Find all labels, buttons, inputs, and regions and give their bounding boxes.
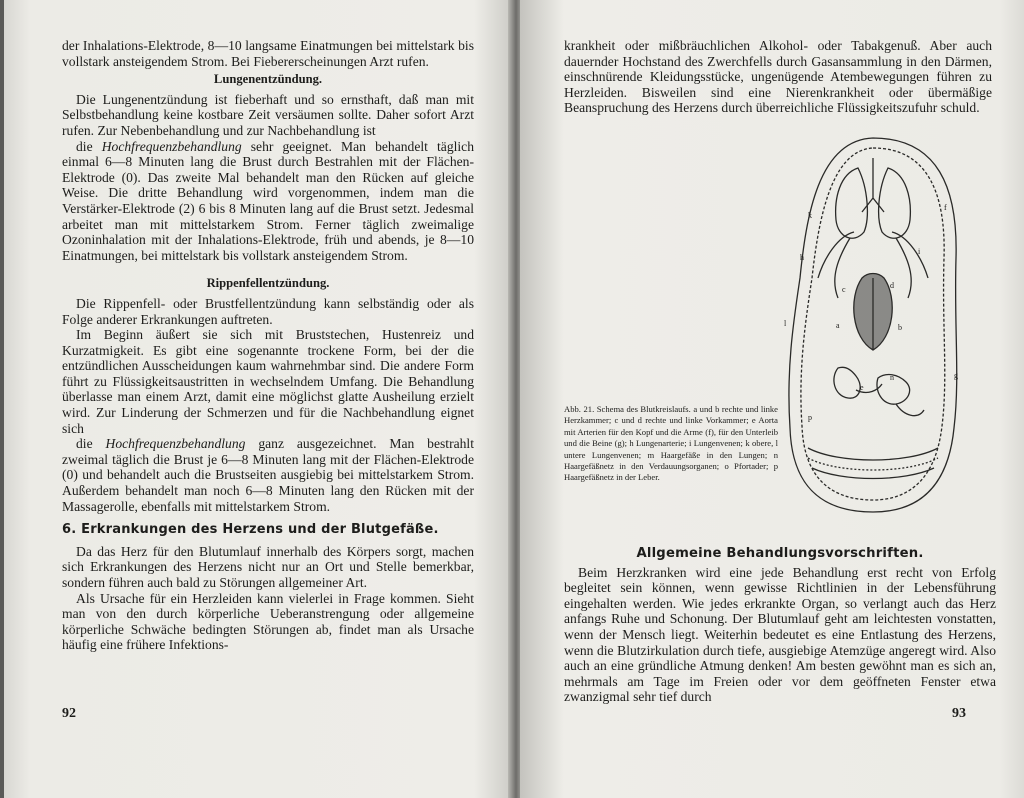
lungen-paragraph-2 xyxy=(62,139,474,264)
right-top-text xyxy=(564,38,992,116)
svg-text:g: g xyxy=(954,371,958,380)
emphasis-hochfrequenz: Hochfrequenzbehandlung xyxy=(105,436,246,452)
figure-caption: Abb. 21. Schema des Blutkreislaufs. a und b rechte und linke Herzkammer; c und d rechte und linke Vorkammer; e Aorta mit Arterien für den Kopf und die Arme (f), für den Unterleib und die Beine (g); h Lungenarterie; i Lungenvenen; k obere, l untere Lungenvenen; m Haargefäße in den Lungen; n Haargefäßnetz in den Verdauungsorganen; o Pfortader; p Haargefäßnetz in der Leber. xyxy=(564,404,778,483)
rippen-paragraph-1: Die Rippenfell- oder Brustfellentzündung kann selbständig oder als Folge anderer Erkrankungen auftreten. xyxy=(62,295,474,327)
emphasis-hochfrequenz: Hochfrequenzbehandlung xyxy=(101,138,242,154)
heading-erkrankungen-herz: 6. Erkrankungen des Herzens und der Blutgefäße. xyxy=(62,522,439,538)
rippen-paragraph-2: Im Beginn äußert sie sich mit Bruststechen, Hustenreiz und Kurzatmigkeit. Es gibt eine sogenannte trockene Form, bei der die entzündlichen Ausscheidungen kaum wahrnehmbar sind. Die andere Form führt zu Flüssigkeitsaustritten in wechselndem Umfang. Die Behandlung überlasse man einem Arzt, damit eine möglichst glatte Ausheilung erzielt wird. Zur Linderung der Schmerzen und für die Nachbehandlung eignet sich xyxy=(62,327,474,436)
svg-text:f: f xyxy=(944,203,947,212)
svg-text:l: l xyxy=(784,319,787,328)
text-run: ganz ausgezeichnet. Man bestrahlt zweimal täglich die Brust je 6—8 Minuten lang mit der Flächen-Elektrode (0) und behandelt auch die Brustseiten ausgiebig bei mittelstarkem Strom. Außerdem behandelt man noch 6—8 Minuten lang den Rücken mit der Massagerolle, ebenfalls mit mittelstarkem Strom. xyxy=(62,436,474,514)
svg-text:n: n xyxy=(890,373,894,382)
heading-lungenentzuendung: Lungenentzündung. xyxy=(213,72,323,87)
herz-paragraph-2: Als Ursache für ein Herzleiden kann vielerlei in Frage kommen. Sieht man von den durch körperliche Ueberanstrengung oder allgemeine körperliche Schwäche bedingten Störungen ab, findet man als Ursache häufig eine frühere Infektions- xyxy=(62,590,474,653)
svg-text:i: i xyxy=(918,247,921,256)
svg-text:e: e xyxy=(860,383,864,392)
heading-rippenfellentzuendung: Rippenfellentzündung. xyxy=(206,276,330,291)
right-page xyxy=(520,0,1024,798)
rippen-paragraph-3 xyxy=(62,436,474,514)
top-paragraph: krankheit oder mißbräuchlichen Alkohol- oder Tabakgenuß. Aber auch dauernder Hochstand des Zwerchfells durch Gasansammlung in den Därmen, einschnürende Kleidungsstücke, ungenügende Atembewegungen führen zu Herzleiden. Bisweilen sind eine Nierenkrankheit oder übermäßige Beanspruchung des Herzens durch überreichliche Flüssigkeitszufuhr schuld. xyxy=(564,38,992,116)
page-number-right: 93 xyxy=(952,706,966,721)
intro-paragraph: der Inhalations-Elektrode, 8—10 langsame Einatmungen bei mittelstark bis vollstark ansteigendem Strom. Bei Fiebererscheinungen Arzt rufen. xyxy=(62,38,474,69)
text-run: sehr geeignet. Man behandelt täglich einmal 6—8 Minuten lang die Brust durch Bestrahlen mit der Flächen-Elektrode (0). Das zweite Mal behandelt man den Rücken auf gleiche Weise. Die dritte Behandlung wird vorgenommen, indem man die Verstärker-Elektrode (2) 6 bis 8 Minuten lang auf die Brust setzt. Jedesmal arbeitet man mit mittelstarkem Strom. Ferner täglich zweimalige Ozoninhalation mit der Inhalations-Elektrode, früh und abends, je 8—10 Einatmungen, bei mittelstark bis vollstark ansteigendem Strom. xyxy=(62,138,474,263)
heading-allgemeine-behandlung: Allgemeine Behandlungsvorschriften. xyxy=(636,546,924,561)
svg-text:p: p xyxy=(808,413,812,422)
svg-text:h: h xyxy=(800,253,804,262)
lungen-paragraph-1: Die Lungenentzündung ist fieberhaft und so ernsthaft, daß man mit Selbstbehandlung keine kostbare Zeit versäumen sollte. Daher sofort Arzt rufen. Zur Nebenbehandlung und zur Nachbehandlung ist xyxy=(62,91,474,138)
svg-text:d: d xyxy=(890,281,894,290)
right-bottom-text xyxy=(564,546,996,705)
svg-text:b: b xyxy=(898,323,902,332)
page-number-left: 92 xyxy=(62,706,76,721)
text-run: die xyxy=(76,138,102,154)
svg-text:a: a xyxy=(836,321,840,330)
left-text-column xyxy=(62,38,474,653)
left-page xyxy=(4,0,516,798)
text-run: die xyxy=(76,436,106,452)
herz-paragraph-1: Da das Herz für den Blutumlauf innerhalb des Körpers sorgt, machen sich Erkrankungen des Herzens nicht nur an Ort und Stelle bemerkbar, sondern führen auch bald zu Störungen allgemeiner Art. xyxy=(62,543,474,590)
svg-text:k: k xyxy=(808,211,812,220)
blood-circulation-figure xyxy=(778,128,968,520)
svg-text:c: c xyxy=(842,285,846,294)
allg-paragraph-1: Beim Herzkranken wird eine jede Behandlung erst recht von Erfolg begleitet sein können, wenn gewisse Richtlinien in der Lebensführung eingehalten werden. Wie jedes erkrankte Organ, so verlangt auch das Herz anfangs Ruhe und Schonung. Der Blutumlauf geht am leichtesten vonstatten, wenn der Mensch liegt. Weiterhin bedeutet es eine Entlastung des Herzens, wenn die Blutzirkulation durch tiefe, ausgiebige Atemzüge angeregt wird. Also auch an eine gründliche Atmung denken! Am besten gewöhnt man es sich an, mehrmals am Tage im Freien oder vor dem geöffneten Fenster etwa zwanzigmal sehr tief durch xyxy=(564,564,996,705)
